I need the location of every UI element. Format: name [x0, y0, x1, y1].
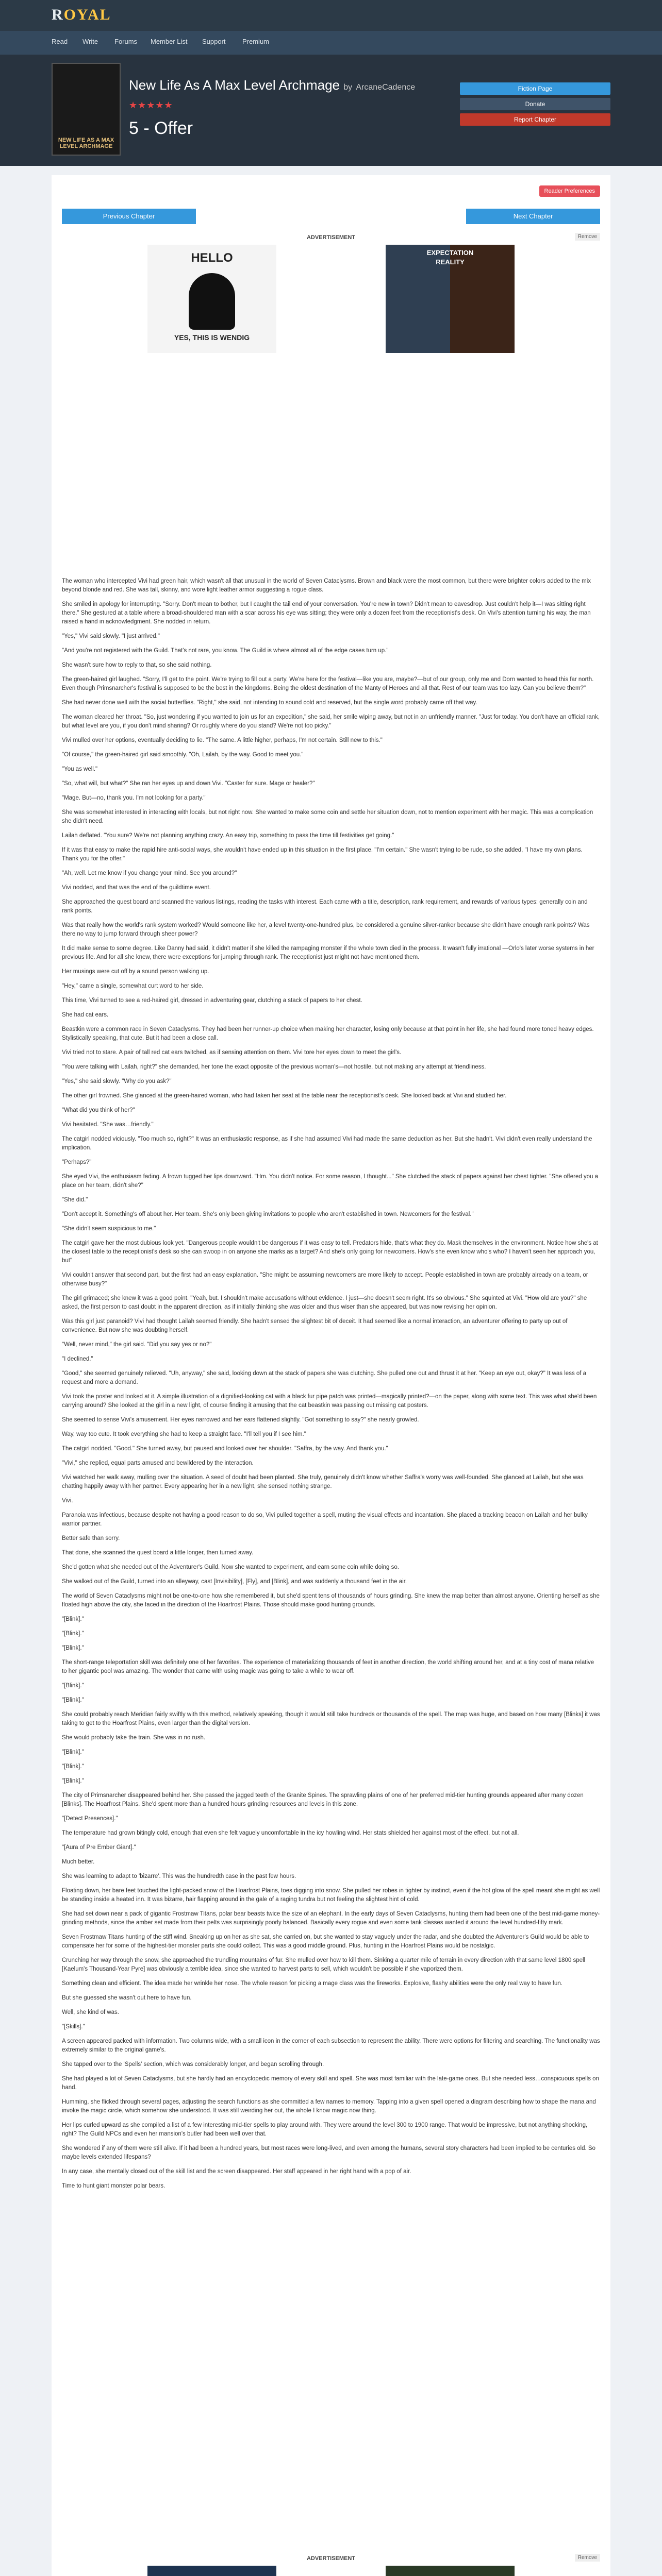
ad-top-right[interactable]: [386, 245, 515, 353]
chapter-paragraph: "You as well.": [62, 766, 98, 772]
site-logo[interactable]: [52, 6, 111, 24]
chapter-paragraph: Was this girl just paranoid? Vivi had thought Lailah seemed friendly. She hadn't sensed the slightest bit of deceit. It had seemed like a normal interaction, an adventurer offering to party up out of convenience. But now she was doubting herself.: [62, 1318, 568, 1333]
chapter-title: 5 - Offer: [129, 118, 193, 138]
reader-preferences-button[interactable]: Reader Preferences: [539, 185, 600, 197]
chapter-content: [62, 577, 600, 2576]
chapter-paragraph: "She didn't seem suspicious to me.": [62, 1226, 156, 1232]
chapter-paragraph: Her musings were cut off by a sound person walking up.: [62, 969, 209, 975]
chapter-paragraph: She was learning to adapt to 'bizarre'. This was the hundredth case in the past few hours.: [62, 1873, 296, 1879]
chapter-paragraph: "I declined.": [62, 1356, 93, 1362]
ad-top-left-figure: [189, 273, 235, 330]
chapter-paragraph: She approached the quest board and scanned the various listings, reading the tasks with interest. Each came with a title, description, rank requirement, and rewards of various types: generally coin and rank points.: [62, 899, 588, 914]
chapter-paragraph: She had set down near a pack of gigantic Frostmaw Titans, polar bear beasts twice the size of an elephant. In the early days of Seven Cataclysms, hunting them had been one of the best mid-game money-grinding methods, since the amber set made from their pelts was surprisingly poorly balanced. Basically every rogue and even some tank classes wanted it around the level hundred-fifty mark.: [62, 1911, 600, 1926]
logo-main: R: [52, 6, 64, 23]
chapter-paragraph: Was that really how the world's rank system worked? Would someone like her, a level twenty-one-hundred plus, be considered a genuine silver-ranker because she didn't have enough rank points? Was there no way to jump forward through sheer power?: [62, 922, 590, 937]
author-prefix: by: [343, 83, 353, 92]
nav-support[interactable]: Support: [202, 38, 226, 45]
main-nav: [0, 31, 662, 55]
chapter-paragraph: "Ah, well. Let me know if you change your mind. See you around?": [62, 870, 237, 876]
remove-ad-button-top[interactable]: Remove: [575, 233, 600, 241]
report-chapter-button[interactable]: Report Chapter: [460, 113, 610, 126]
ad-top-left[interactable]: [147, 245, 276, 353]
chapter-paragraph: "Yes," Vivi said slowly. "I just arrived.": [62, 633, 160, 639]
chapter-paragraph: Vivi nodded, and that was the end of the guildtime event.: [62, 885, 211, 891]
chapter-paragraph: It did make sense to some degree. Like Danny had said, it didn't matter if she killed the rampaging monster if the whole town died in the process. It wasn't fully irrational —Orlo's later worse systems in her previous life. And for all she knew, there were exceptions for jumping through rank. The receptionist just might not have mentioned them.: [62, 945, 594, 960]
chapter-paragraph: She seemed to sense Vivi's amusement. Her eyes narrowed and her ears flattened slightly. "Got something to say?" she nearly growled.: [62, 1417, 419, 1423]
fiction-title[interactable]: [129, 77, 415, 93]
ad-top-left-line2: YES, THIS IS WENDIG: [174, 333, 250, 342]
chapter-paragraph: "Perhaps?": [62, 1159, 92, 1165]
chapter-paragraph: "[Aura of Pre Ember Giant].": [62, 1844, 136, 1851]
chapter-paragraph: Vivi took the poster and looked at it. A simple illustration of a dignified-looking cat with a black fur pipe patch was printed—magically printed?—on the paper, along with some text. This was what she'd been carrying around? She looked at the girl in a new light, of course finding it amusing that the cat beastkin was passing out missing cat posters.: [62, 1394, 597, 1409]
chapter-paragraph: She eyed Vivi, the enthusiasm fading. A frown tugged her lips downward. "Hm. You didn't notice. For some reason, I thought..." She clutched the stack of papers against her chest tighter. "She offered you a place on her team, didn't she?": [62, 1174, 599, 1189]
chapter-paragraph: "Vivi," she replied, equal parts amused and bewildered by the interaction.: [62, 1460, 254, 1466]
nav-read[interactable]: Read: [52, 38, 68, 45]
nav-member-list[interactable]: Member List: [151, 38, 188, 45]
chapter-paragraph: But she guessed she wasn't out here to have fun.: [62, 1995, 192, 2001]
chapter-paragraph: Something clean and efficient. The idea made her wrinkle her nose. The whole reason for picking a mage class was the fireworks. Explosive, flashy abilities were the only real way to have fun.: [62, 1980, 562, 1987]
chapter-paragraph: Vivi hesitated. "She was…friendly.": [62, 1122, 154, 1128]
chapter-paragraph: The short-range teleportation skill was definitely one of her favorites. The experience of materializing thousands of feet in another direction, the world shifting around her, and at a tiny cost of mana relative to her gigantic pool was amazing. The wonder that came with using magic was going to take a while to wear off.: [62, 1659, 594, 1674]
chapter-paragraph: Vivi mulled over her options, eventually deciding to lie. "The same. A little higher, perhaps, I'm not certain. Still new to this.": [62, 737, 383, 743]
chapter-paragraph: She smiled in apology for interrupting. "Sorry. Don't mean to bother, but I caught the tail end of your conversation. You're new in town? Didn't mean to eavesdrop. Just couldn't help it—I was sitting right there." She gestured at a table where a broad-shouldered man with a scar across his eye was sitting; they were only a dozen feet from the receptionist's desk. On Vivi's attention turning his way, the man raised a hand in acknowledgment. She nodded in return.: [62, 601, 591, 625]
chapter-paragraph: Crunching her way through the snow, she approached the trundling mountains of fur. She mulled over how to kill them. Sinking a quarter mile of terrain in every direction with that same level 1800 spell [Kaelum's Thousand-Year Pyre] was obviously a terrible idea, since she wanted to harvest parts to sell, which wouldn't be possible if she vaporized them.: [62, 1957, 586, 1972]
chapter-paragraph: Vivi watched her walk away, mulling over the situation. A seed of doubt had been planted. She truly, genuinely didn't know whether Saffra's worry was well-founded. She glanced at Lailah, but she was chatting happily away with her partner. Every appearing her in a new light, she sensed nothing strange.: [62, 1475, 584, 1489]
chapter-paragraph: Paranoia was infectious, because despite not having a good reason to do so, Vivi pulled together a spell, muting the visual effects and incantation. She placed a tracking beacon on Lailah and her bulky warrior partner.: [62, 1512, 588, 1527]
chapter-paragraph: Seven Frostmaw Titans hunting of the stiff wind. Sneaking up on her as she sat, she carried on, but she wanted to stay vaguely under the radar, and she doubted the Adventurer's Guild would be able to compensate her for some of the highest-tier monster parts she could collect. This was a good middle ground. Plus, hunting in the Hoarfrost Plains would be nostalgic.: [62, 1934, 589, 1949]
chapter-paragraph: She had cat ears.: [62, 1012, 109, 1018]
chapter-paragraph: Vivi.: [62, 1498, 73, 1504]
chapter-paragraph: The world of Seven Cataclysms might not be one-to-one how she remembered it, but she'd spent tens of thousands of hours grinding. She knew the map better than almost anyone. Orienting herself as she floated high above the city, she faced in the direction of the Hoarfrost Plains. Those should make good hunting grounds.: [62, 1593, 600, 1608]
chapter-paragraph: A screen appeared packed with information. Two columns wide, with a small icon in the corner of each subsection to represent the ability. There were options for filtering and searching. The functionality was extremely similar to the original game's.: [62, 2038, 600, 2053]
previous-chapter-button[interactable]: Previous Chapter: [62, 209, 196, 224]
author-link[interactable]: ArcaneCadence: [356, 83, 416, 92]
chapter-paragraph: She was somewhat interested in interacting with locals, but not right now. She wanted to make some coin and settle her situation down, not to mention experiment with her magic. This was a complication she didn't need.: [62, 809, 593, 824]
chapter-paragraph: "Don't accept it. Something's off about her. Her team. She's only been giving invitations to people who aren't established in town. Newcomers for the festival.": [62, 1211, 474, 1217]
chapter-card: [52, 175, 610, 2576]
chapter-paragraph: "[Blink].": [62, 1764, 84, 1770]
chapter-paragraph: The woman who intercepted Vivi had green hair, which wasn't all that unusual in the world of Seven Cataclysms. Brown and black were the most common, but there were brighter colors added to the mix beyond blonde and red. She was tall, skinny, and wore light leather armor suggesting a rogue class.: [62, 578, 591, 593]
chapter-paragraph: She had never done well with the social butterflies. "Right," she said, not intending to sound cold and reserved, but the single word probably came off that way.: [62, 700, 477, 706]
chapter-paragraph: "[Blink].": [62, 1645, 84, 1651]
ad-top-left-line1: HELLO: [191, 251, 233, 265]
chapter-paragraph: She'd gotten what she needed out of the Adventurer's Guild. Now she wanted to experiment, and earn some coin while doing so.: [62, 1564, 399, 1570]
chapter-paragraph: She had played a lot of Seven Cataclysms, but she hardly had an encyclopedic memory of every skill and spell. She was most familiar with the late-game ones. But she needed less…conspicuous spells on hand.: [62, 2076, 599, 2091]
chapter-paragraph: This time, Vivi turned to see a red-haired girl, dressed in adventuring gear, clutching a stack of papers to her chest.: [62, 997, 362, 1004]
chapter-paragraph: The green-haired girl laughed. "Sorry, I'll get to the point. We're trying to fill out a party. We're here for the festival—like you are, maybe?—but of our group, only me and Dorn wanted to head this far north. Even though Primsnarcher's festival is supposed to be the best in the kingdoms. Being the oldest destination of the Manty of Heroes and all that. Rest of our team was too lazy. Can you believe them?": [62, 676, 594, 691]
chapter-paragraph: "[Blink].": [62, 1631, 84, 1637]
chapter-paragraph: In any case, she mentally closed out of the skill list and the screen disappeared. Her staff appeared in her right hand with a pop of air.: [62, 2168, 411, 2175]
ad-bottom-left[interactable]: [147, 2566, 276, 2576]
chapter-paragraph: Humming, she flicked through several pages, adjusting the search functions as she committed a few names to memory. Tapping into a given spell opened a diagram describing how to shape the mana and invoke the magic circle, which somehow she understood. It was still weirding her out, the whole I know magic now thing.: [62, 2099, 596, 2114]
chapter-paragraph: She tapped over to the 'Spells' section, which was considerably longer, and began scrolling through.: [62, 2061, 324, 2067]
chapter-paragraph: "And you're not registered with the Guild. That's not rare, you know. The Guild is where almost all of the edge cases turn up.": [62, 648, 389, 654]
chapter-paragraph: "What did you think of her?": [62, 1107, 135, 1113]
donate-button[interactable]: Donate: [460, 98, 610, 110]
chapter-paragraph: "Of course," the green-haired girl said smoothly. "Oh, Lailah, by the way. Good to meet you.": [62, 752, 304, 758]
chapter-paragraph: "So, what will, but what?" She ran her eyes up and down Vivi. "Caster for sure. Mage or healer?": [62, 781, 315, 787]
chapter-paragraph: Vivi couldn't answer that second part, but the first had an easy explanation. "She might be assuming newcomers are more likely to accept. People established in town are probably already on a team, or otherwise busy?": [62, 1272, 588, 1287]
chapter-paragraph: "Good," she seemed genuinely relieved. "Uh, anyway," she said, looking down at the stack of papers she was clutching. She pulled one out and thrust it at her. "Keep an eye out, okay?" It was less of a request and more a demand.: [62, 1370, 587, 1385]
ad-top-right-line2: REALITY: [436, 258, 465, 266]
chapter-paragraph: She could probably reach Meridian fairly swiftly with this method, relatively speaking, though it would still take hundreds or thousands of the spell. The map was huge, and based on how many [Blinks] it was taking to get to the Hoarfrost Plains, even larger than the digital version.: [62, 1711, 600, 1726]
nav-premium[interactable]: Premium: [242, 38, 270, 45]
chapter-paragraph: "Hey," came a single, somewhat curt word to her side.: [62, 983, 204, 989]
chapter-paragraph: "Mage. But—no, thank you. I'm not looking for a party.": [62, 795, 206, 801]
ad-bottom-right[interactable]: [386, 2566, 515, 2576]
chapter-paragraph: "Well, never mind," the girl said. "Did you say yes or no?": [62, 1342, 212, 1348]
chapter-paragraph: "[Blink].": [62, 1697, 84, 1703]
chapter-paragraph: Vivi tried not to stare. A pair of tall red cat ears twitched, as if sensing attention on them. Vivi tore her eyes down to meet the girl's.: [62, 1049, 402, 1056]
remove-ad-button-bottom[interactable]: Remove: [575, 2554, 600, 2562]
chapter-paragraph: "You were talking with Lailah, right?" she demanded, her tone the exact opposite of the previous woman's—not hostile, but not making any attempt at friendliness.: [62, 1064, 486, 1070]
chapter-paragraph: "[Blink].": [62, 1749, 84, 1755]
chapter-paragraph: "Yes," she said slowly. "Why do you ask?": [62, 1078, 172, 1084]
chapter-paragraph: Way, way too cute. It took everything she had to keep a straight face. "I'll tell you if I see him.": [62, 1431, 306, 1437]
chapter-paragraph: That done, she scanned the quest board a little longer, then turned away.: [62, 1550, 254, 1556]
chapter-paragraph: The catgirl nodded. "Good." She turned away, but paused and looked over her shoulder. "Saffra, by the way. And thank you.": [62, 1446, 388, 1452]
chapter-paragraph: The catgirl nodded viciously. "Too much so, right?" It was an enthusiastic response, as if she had assumed Vivi had made the same deduction as her. But she hadn't. Vivi didn't even really understand the implication.: [62, 1136, 592, 1151]
chapter-paragraph: "She did.": [62, 1197, 88, 1203]
chapter-paragraph: She wondered if any of them were still alive. If it had been a hundred years, but most races were long-lived, and even among the humans, several story characters had been implied to be centuries old. So maybe levels extended lifespans?: [62, 2145, 595, 2160]
chapter-paragraph: Her lips curled upward as she compiled a list of a few interesting mid-tier spells to play around with. They were around the level 300 to 1900 range. That would be impressive, but not anything shocking, right? The Guild NPCs and even her mansion's butler had been well over that.: [62, 2122, 588, 2137]
chapter-paragraph: Lailah deflated. "You sure? We're not planning anything crazy. An easy trip, something to pass the time till festivities get going.": [62, 833, 394, 839]
fiction-page-button[interactable]: Fiction Page: [460, 82, 610, 95]
cover-title: NEW LIFE AS A MAX LEVEL ARCHMAGE: [58, 137, 114, 149]
fiction-cover[interactable]: [52, 63, 121, 156]
chapter-paragraph: The girl grimaced; she knew it was a good point. "Yeah, but. I shouldn't make accusations without evidence. I just—she doesn't seem right. It's so obvious." She squinted at Vivi. "How old are you?" she asked, the first person to cast doubt in the apparent direction, as if initially thinking she was older and thus wiser than she appeared, but was now revising her opinion.: [62, 1295, 587, 1310]
chapter-paragraph: She would probably take the train. She was in no rush.: [62, 1735, 206, 1741]
chapter-paragraph: "[Detect Presences].": [62, 1816, 118, 1822]
nav-write[interactable]: Write: [82, 38, 98, 45]
chapter-paragraph: She wasn't sure how to reply to that, so she said nothing.: [62, 662, 212, 668]
ad-label-bottom: ADVERTISEMENT: [306, 2555, 356, 2562]
next-chapter-button[interactable]: Next Chapter: [466, 209, 600, 224]
chapter-paragraph: "[Blink].": [62, 1683, 84, 1689]
chapter-paragraph: "[Skills].": [62, 2024, 85, 2030]
chapter-paragraph: She walked out of the Guild, turned into an alleyway, cast [Invisibility], [Fly], and [Blink], and was suddenly a thousand feet in the air.: [62, 1579, 407, 1585]
chapter-paragraph: Beastkin were a common race in Seven Cataclysms. They had been her runner-up choice when making her character, losing only because at that point in her life, she had found more toned heavy edges. Stylistically speaking, that cute. But it had been a close call.: [62, 1026, 594, 1041]
chapter-paragraph: The temperature had grown bitingly cold, enough that even she felt vaguely uncomfortable in the icy howling wind. Her stats shielded her against most of the effect, but not all.: [62, 1830, 519, 1836]
top-bar: [0, 0, 662, 31]
fiction-title-text: New Life As A Max Level Archmage: [129, 77, 340, 93]
chapter-paragraph: "[Blink].": [62, 1616, 84, 1622]
logo-accent: OYAL: [63, 6, 111, 23]
ad-top-right-line1: EXPECTATION: [426, 249, 474, 257]
chapter-paragraph: "[Blink].": [62, 1778, 84, 1784]
chapter-paragraph: The city of Primsnarcher disappeared behind her. She passed the jagged teeth of the Granite Spines. The sprawling plains of one of her preferred mid-tier hunting grounds appeared after many dozen [Blinks]. The Hoarfrost Plains. She'd spent more than a hundred hours grinding resources and levels in this zone.: [62, 1792, 584, 1807]
chapter-paragraph: Time to hunt giant monster polar bears.: [62, 2183, 166, 2189]
chapter-paragraph: If it was that easy to make the rapid hire anti-social ways, she wouldn't have ended up in this situation in the first place. "I'm certain." She wasn't trying to be rude, so she added, "I have my own plans. Thank you for the offer.": [62, 847, 583, 862]
chapter-paragraph: The catgirl gave her the most dubious look yet. "Dangerous people wouldn't be dangerous if it was easy to tell. Predators hide, that's what they do. Mask themselves in the environment. Notice how she's at the closest table to the receptionist's desk so she can swoop in on anyone she marks as a target? And she's only going for newcomers. How's she even know who's who? I haven't seen her approach you, but": [62, 1240, 598, 1264]
chapter-paragraph: Better safe than sorry.: [62, 1535, 120, 1541]
chapter-paragraph: Well, she kind of was.: [62, 2009, 120, 2015]
ad-label-top: ADVERTISEMENT: [306, 234, 356, 241]
chapter-paragraph: The woman cleared her throat. "So, just wondering if you wanted to join us for an expedition," she said, her smile wiping away, but not in an unfriendly manner. "Just for today. You don't have an official rank, but what level are you, if you don't mind sharing? Or roughly where do you stand? We're not too picky.": [62, 714, 600, 729]
chapter-paragraph: The other girl frowned. She glanced at the green-haired woman, who had taken her seat at the table near the receptionist's desk. She looked back at Vivi and studied her.: [62, 1093, 507, 1099]
rating-stars: ★★★★★: [129, 100, 173, 110]
nav-forums[interactable]: Forums: [114, 38, 138, 45]
chapter-paragraph: Much better.: [62, 1859, 95, 1865]
chapter-paragraph: Floating down, her bare feet touched the light-packed snow of the Hoarfrost Plains, toes digging into snow. She pulled her robes in tighter by instinct, even if the hot glow of the spell meant she might as well be standing inside a heated inn. It was bizarre, hair flapping around in the gale of a raging tundra but not feeling the slightest hint of cold.: [62, 1888, 600, 1903]
